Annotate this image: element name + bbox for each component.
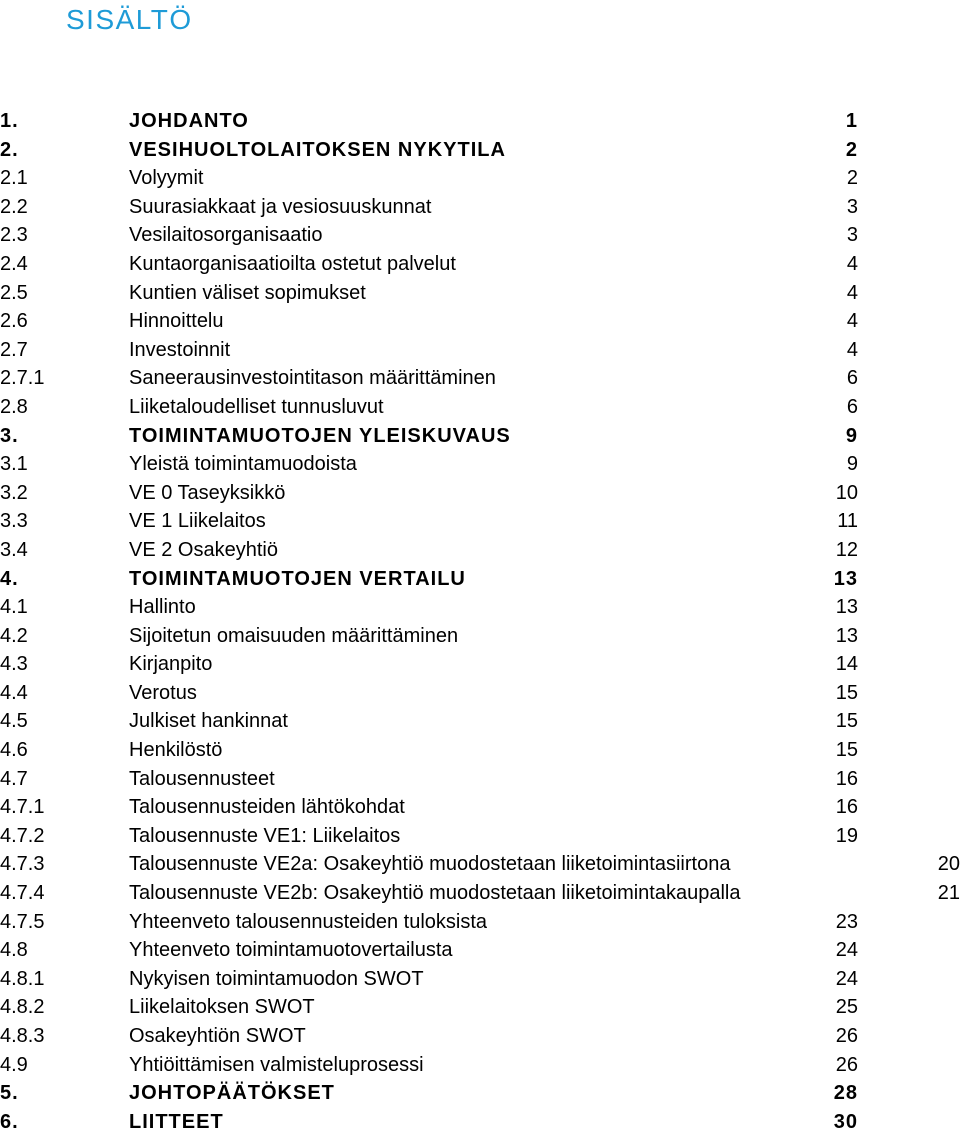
toc-entry-number: 2.8	[0, 395, 28, 418]
toc-entry-number: 3.1	[0, 453, 28, 476]
toc-entry-page-number: 26	[835, 1053, 858, 1076]
toc-section-row[interactable]	[0, 850, 960, 879]
toc-section-row[interactable]	[0, 336, 960, 365]
toc-entry-page-number: 21	[937, 882, 960, 905]
toc-entry-label: Kirjanpito	[129, 653, 213, 676]
toc-entry-number: 4.8.3	[0, 1025, 45, 1047]
toc-entry-number: 2.7	[0, 338, 28, 361]
toc-section-row[interactable]	[0, 793, 960, 822]
toc-entry-number: 4.2	[0, 624, 28, 647]
toc-entry-number: 4.5	[0, 710, 28, 733]
toc-entry-label: VESIHUOLTOLAITOKSEN NYKYTILA	[129, 138, 506, 161]
toc-entry-page-number: 26	[835, 1025, 858, 1047]
toc-entry-page-number: 4	[846, 338, 858, 361]
toc-entry-label: Vesilaitosorganisaatio	[129, 224, 323, 247]
toc-section-row[interactable]	[0, 765, 960, 794]
toc-entry-label: Kuntaorganisaatioilta ostetut palvelut	[129, 252, 456, 275]
toc-entry-page-number: 1	[845, 110, 858, 132]
toc-entry-label: Henkilöstö	[129, 739, 223, 762]
toc-entry-number: 2.5	[0, 281, 28, 304]
toc-entry-page-number: 11	[837, 510, 858, 533]
toc-section-row[interactable]	[0, 1051, 960, 1080]
toc-entry-number: 4.7.4	[0, 882, 45, 905]
toc-section-row[interactable]	[0, 1022, 960, 1051]
toc-entry-number: 4.9	[0, 1053, 28, 1076]
toc-entry-label: Talousennuste VE1: Liikelaitos	[129, 824, 401, 847]
toc-entry-number: 4.8.1	[0, 967, 45, 990]
toc-entry-number: 4.7.2	[0, 824, 45, 847]
toc-entry-page-number: 19	[835, 824, 858, 847]
toc-entry-label: JOHDANTO	[129, 110, 249, 132]
toc-entry-number: 2.4	[0, 252, 28, 275]
toc-entry-page-number: 15	[835, 739, 858, 762]
toc-entry-number: 4.1	[0, 596, 28, 619]
toc-entry-page-number: 2	[846, 167, 858, 190]
toc-section-row[interactable]	[0, 622, 960, 651]
toc-chapter-row[interactable]	[0, 1108, 960, 1136]
toc-section-row[interactable]	[0, 507, 960, 536]
toc-entry-page-number: 14	[835, 653, 858, 676]
toc-entry-label: Liikelaitoksen SWOT	[129, 996, 315, 1019]
toc-entry-label: Osakeyhtiön SWOT	[129, 1025, 306, 1047]
toc-entry-page-number: 4	[846, 281, 858, 304]
toc-section-row[interactable]	[0, 679, 960, 708]
toc-entry-label: Hinnoittelu	[129, 310, 224, 333]
toc-entry-number: 1.	[0, 110, 19, 132]
toc-entry-number: 2.6	[0, 310, 28, 333]
toc-chapter-row[interactable]	[0, 1079, 960, 1108]
toc-entry-label: Talousennuste VE2b: Osakeyhtiö muodostetaan liiketoimintakaupalla	[129, 882, 741, 905]
toc-entry-page-number: 28	[833, 1082, 858, 1105]
toc-entry-number: 6.	[0, 1110, 19, 1133]
toc-section-row[interactable]	[0, 879, 960, 908]
toc-entry-label: Kuntien väliset sopimukset	[129, 281, 366, 304]
toc-entry-page-number: 13	[835, 596, 858, 619]
toc-entry-page-number: 13	[833, 567, 858, 590]
toc-section-row[interactable]	[0, 193, 960, 222]
toc-section-row[interactable]	[0, 936, 960, 965]
toc-entry-label: Talousennusteiden lähtökohdat	[129, 796, 405, 819]
toc-entry-page-number: 15	[835, 681, 858, 704]
toc-entry-label: Verotus	[129, 681, 197, 704]
toc-entry-page-number: 16	[835, 767, 858, 790]
toc-entry-label: TOIMINTAMUOTOJEN VERTAILU	[129, 567, 466, 590]
toc-entry-label: Julkiset hankinnat	[129, 710, 288, 733]
toc-entry-page-number: 6	[846, 395, 858, 418]
toc-chapter-row[interactable]	[0, 136, 960, 165]
toc-section-row[interactable]	[0, 965, 960, 994]
toc-section-row[interactable]	[0, 650, 960, 679]
toc-entry-label: TOIMINTAMUOTOJEN YLEISKUVAUS	[129, 424, 511, 447]
toc-entry-label: VE 2 Osakeyhtiö	[129, 538, 278, 561]
toc-entry-page-number: 16	[835, 796, 858, 819]
toc-chapter-row[interactable]	[0, 422, 960, 451]
toc-entry-label: VE 1 Liikelaitos	[129, 510, 266, 533]
toc-entry-page-number: 12	[835, 538, 858, 561]
toc-section-row[interactable]	[0, 822, 960, 851]
toc-entry-number: 4.	[0, 567, 19, 590]
toc-entry-page-number: 9	[846, 453, 858, 476]
toc-entry-label: Sijoitetun omaisuuden määrittäminen	[129, 624, 459, 647]
toc-entry-page-number: 30	[833, 1110, 858, 1133]
toc-entry-label: Saneerausinvestointitason määrittäminen	[129, 367, 496, 390]
toc-entry-page-number: 24	[835, 967, 858, 990]
toc-entry-page-number: 3	[846, 195, 858, 218]
toc-entry-number: 2.	[0, 138, 19, 161]
document-title: SISÄLTÖ	[66, 4, 193, 35]
toc-entry-number: 4.8	[0, 939, 28, 962]
toc-entry-number: 2.3	[0, 224, 28, 247]
toc-entry-page-number: 9	[845, 424, 858, 447]
toc-entry-label: VE 0 Taseyksikkö	[129, 481, 286, 504]
toc-entry-number: 3.4	[0, 538, 28, 561]
toc-entry-label: Talousennusteet	[129, 767, 275, 790]
toc-entry-number: 4.4	[0, 681, 28, 704]
toc-entry-label: Volyymit	[129, 167, 204, 190]
toc-section-row[interactable]	[0, 250, 960, 279]
toc-entry-label: Investoinnit	[129, 338, 231, 361]
toc-entry-number: 4.7	[0, 767, 28, 790]
toc-entry-page-number: 15	[835, 710, 858, 733]
toc-section-row[interactable]	[0, 393, 960, 422]
toc-entry-label: Yhtiöittämisen valmisteluprosessi	[129, 1053, 424, 1076]
toc-entry-number: 4.8.2	[0, 996, 45, 1019]
toc-entry-number: 4.7.1	[0, 796, 45, 819]
toc-entry-label: Talousennuste VE2a: Osakeyhtiö muodostetaan liiketoimintasiirtona	[129, 853, 731, 876]
toc-section-row[interactable]	[0, 536, 960, 565]
toc-entry-page-number: 10	[835, 481, 858, 504]
toc-entry-page-number: 24	[835, 939, 858, 962]
toc-entry-label: Nykyisen toimintamuodon SWOT	[129, 967, 424, 990]
toc-chapter-row[interactable]	[0, 565, 960, 594]
toc-entry-number: 3.3	[0, 510, 28, 533]
toc-section-row[interactable]	[0, 707, 960, 736]
toc-entry-page-number: 13	[835, 624, 858, 647]
toc-section-row[interactable]	[0, 908, 960, 937]
toc-entry-page-number: 3	[846, 224, 858, 247]
toc-entry-number: 4.7.3	[0, 853, 45, 876]
toc-entry-number: 3.	[0, 424, 19, 447]
toc-section-row[interactable]	[0, 164, 960, 193]
toc-section-row[interactable]	[0, 221, 960, 250]
toc-entry-page-number: 25	[835, 996, 858, 1019]
toc-entry-page-number: 20	[937, 853, 960, 876]
toc-entry-label: Liiketaloudelliset tunnusluvut	[129, 395, 384, 418]
toc-entry-number: 4.7.5	[0, 910, 45, 933]
toc-entry-page-number: 6	[846, 367, 858, 390]
toc-entry-label: Suurasiakkaat ja vesiosuuskunnat	[129, 195, 432, 218]
toc-section-row[interactable]	[0, 593, 960, 622]
toc-entry-page-number: 4	[846, 252, 858, 275]
toc-entry-number: 5.	[0, 1082, 19, 1105]
toc-section-row[interactable]	[0, 450, 960, 479]
toc-entry-label: JOHTOPÄÄTÖKSET	[129, 1082, 335, 1105]
toc-section-row[interactable]	[0, 279, 960, 308]
toc-entry-page-number: 2	[845, 138, 858, 161]
toc-entry-number: 3.2	[0, 481, 28, 504]
toc-section-row[interactable]	[0, 364, 960, 393]
table-of-contents	[0, 107, 960, 1136]
toc-section-row[interactable]	[0, 307, 960, 336]
toc-entry-number: 2.2	[0, 195, 28, 218]
toc-entry-label: Hallinto	[129, 596, 196, 619]
toc-entry-label: Yhteenveto toimintamuotovertailusta	[129, 939, 453, 962]
toc-entry-number: 2.1	[0, 167, 28, 190]
toc-entry-number: 4.3	[0, 653, 28, 676]
toc-entry-label: Yleistä toimintamuodoista	[129, 453, 357, 476]
toc-section-row[interactable]	[0, 479, 960, 508]
toc-entry-page-number: 4	[846, 310, 858, 333]
toc-entry-number: 2.7.1	[0, 367, 45, 390]
toc-entry-number: 4.6	[0, 739, 28, 762]
toc-section-row[interactable]	[0, 993, 960, 1022]
toc-chapter-row[interactable]	[0, 107, 960, 136]
toc-entry-label: LIITTEET	[129, 1110, 224, 1133]
toc-entry-label: Yhteenveto talousennusteiden tuloksista	[129, 910, 488, 933]
toc-section-row[interactable]	[0, 736, 960, 765]
toc-entry-page-number: 23	[835, 910, 858, 933]
